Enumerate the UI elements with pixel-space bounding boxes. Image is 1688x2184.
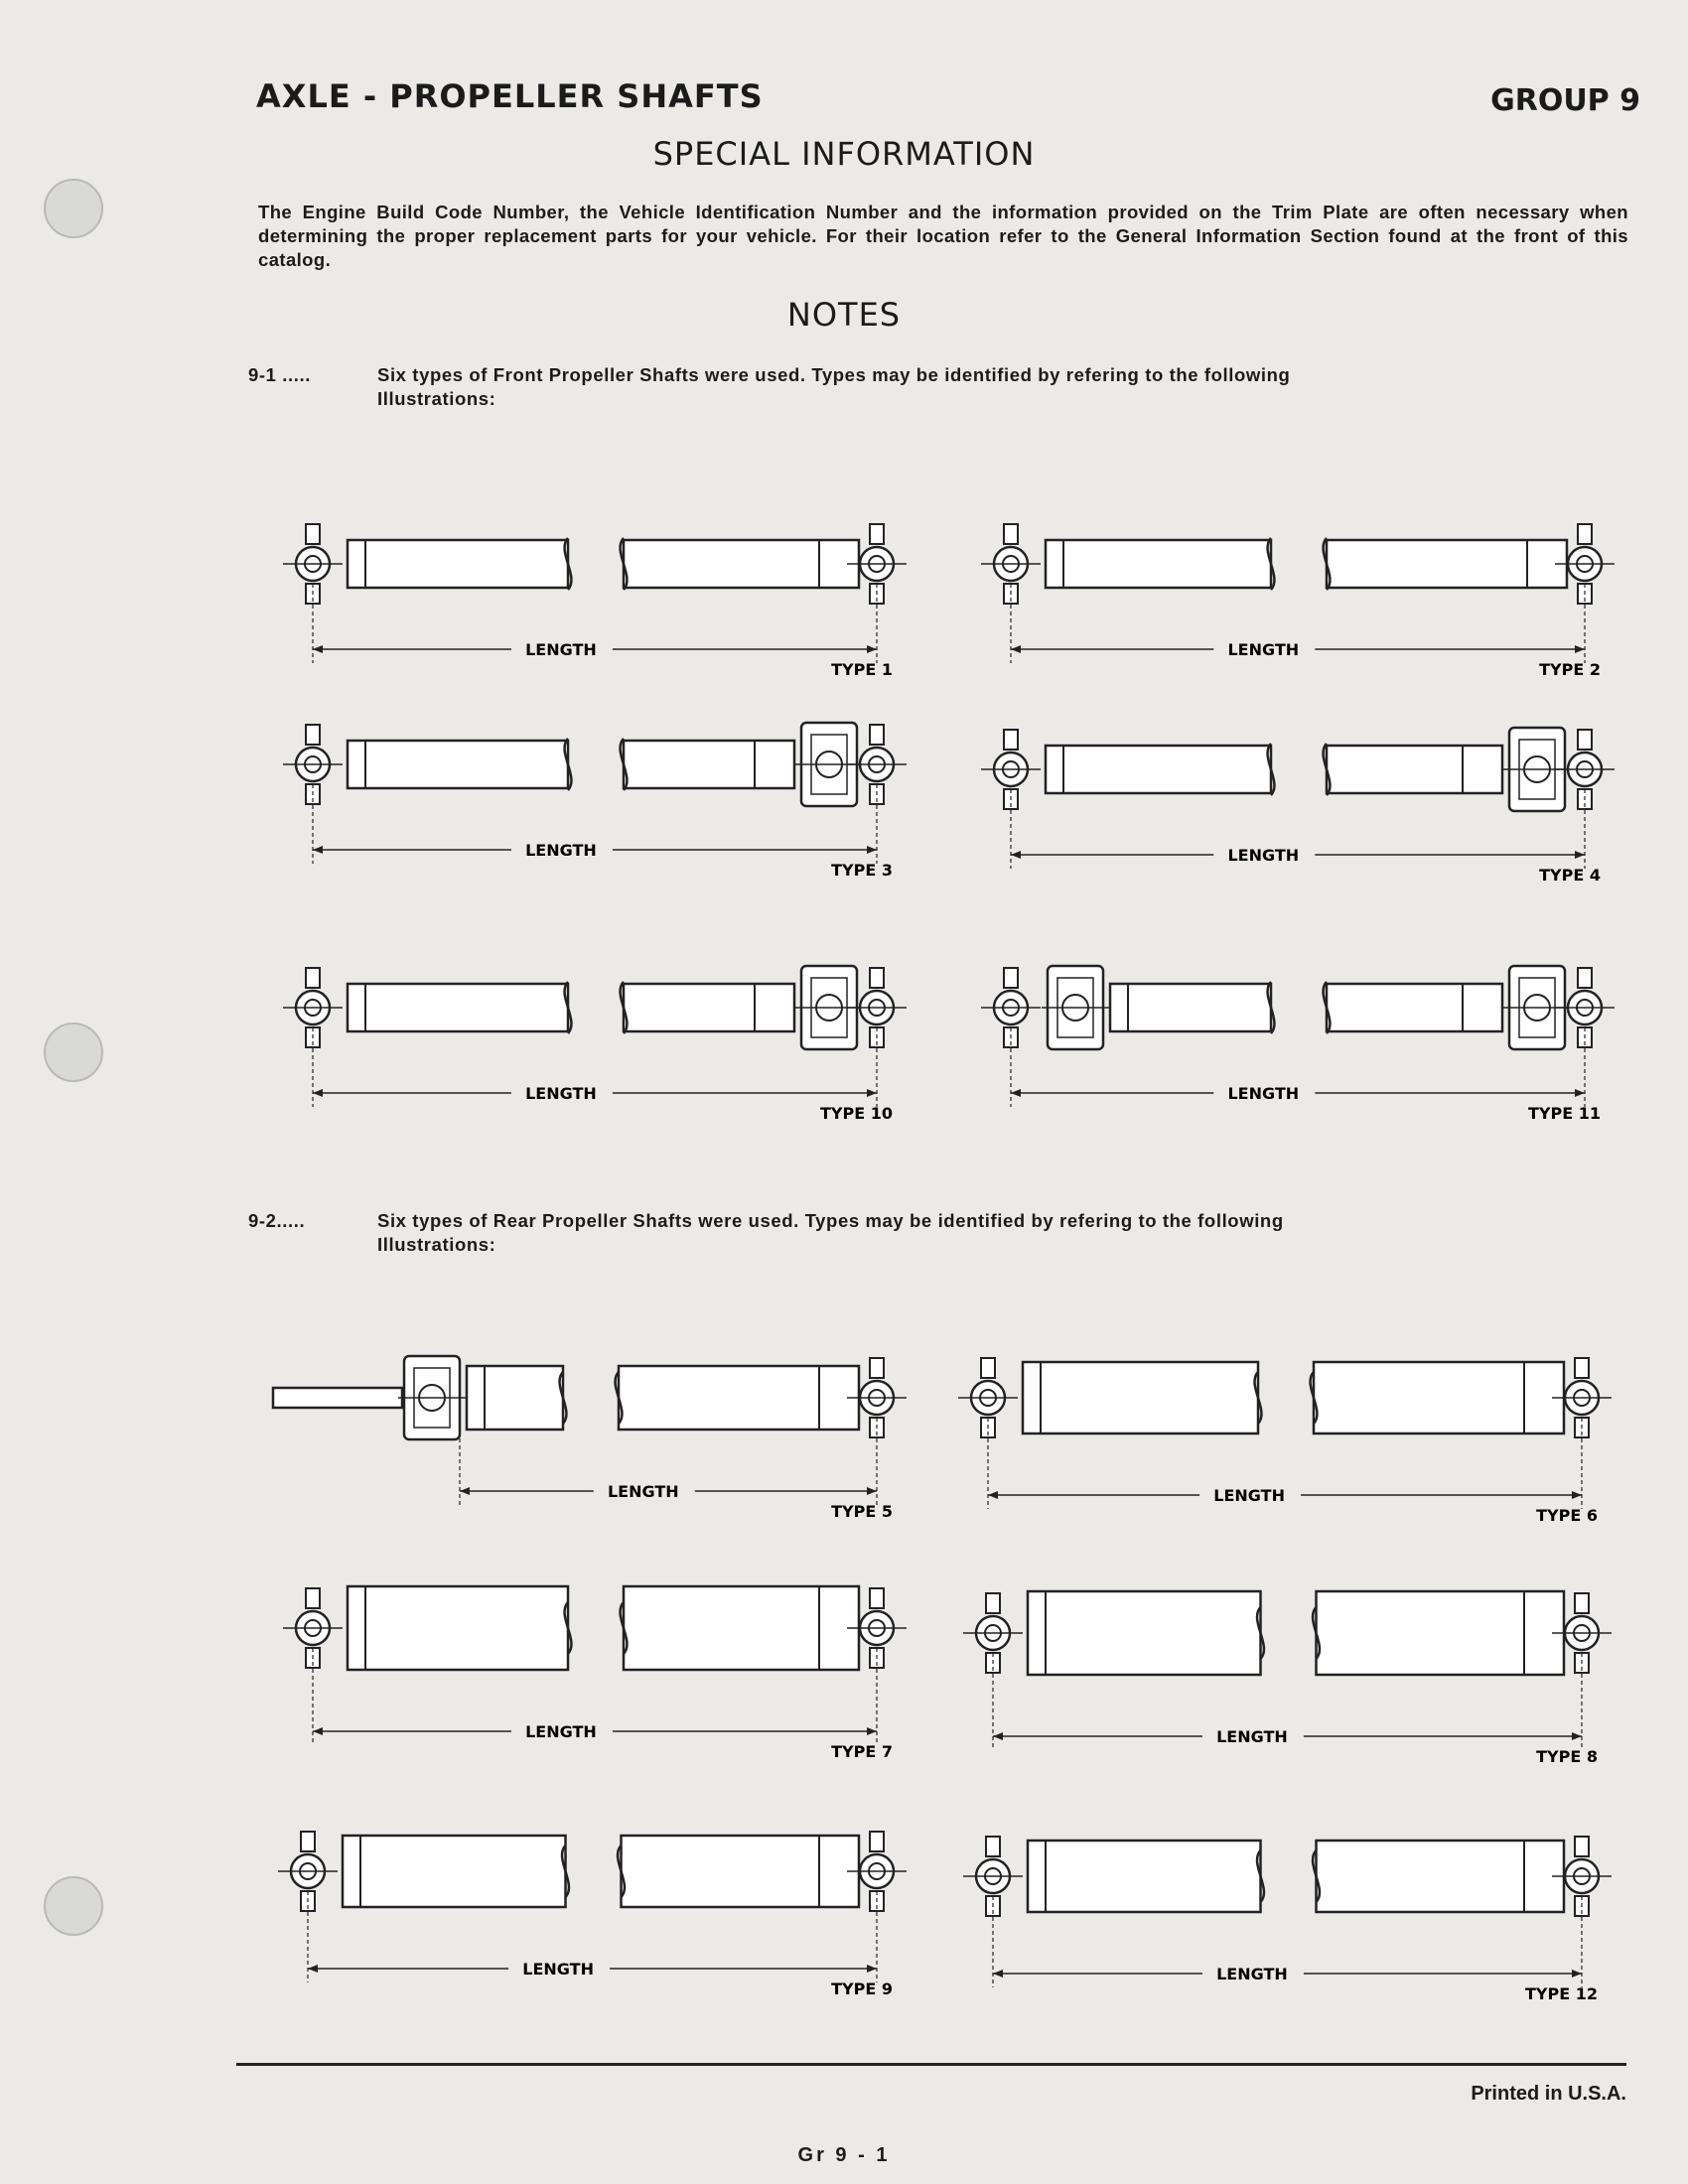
- shaft-figure: [981, 728, 1615, 885]
- type-label: TYPE 4: [1539, 866, 1601, 885]
- length-label: LENGTH: [1216, 1727, 1288, 1746]
- length-label: LENGTH: [525, 1084, 597, 1103]
- group-label: GROUP 9: [1490, 83, 1640, 118]
- length-label: LENGTH: [1227, 1084, 1300, 1103]
- type-label: TYPE 11: [1528, 1104, 1601, 1123]
- note-text-cont: Illustrations:: [377, 1234, 496, 1255]
- shaft-figure: [963, 1837, 1612, 2003]
- note-text: Six types of Front Propeller Shafts were used. Types may be identified by refering to the following: [377, 364, 1291, 385]
- length-label: LENGTH: [525, 640, 597, 659]
- shaft-figure: [981, 524, 1615, 679]
- type-label: TYPE 3: [831, 861, 893, 880]
- note-text-cont: Illustrations:: [377, 388, 496, 409]
- type-label: TYPE 8: [1536, 1747, 1598, 1766]
- note-number: 9-2.....: [248, 1210, 306, 1231]
- shaft-figure: [283, 524, 907, 679]
- type-label: TYPE 7: [831, 1742, 893, 1761]
- type-label: TYPE 6: [1536, 1506, 1598, 1525]
- length-label: LENGTH: [525, 841, 597, 860]
- shaft-figure: [963, 1591, 1612, 1766]
- shaft-figure: [283, 1586, 907, 1761]
- type-label: TYPE 5: [831, 1502, 893, 1521]
- length-label: LENGTH: [1227, 640, 1300, 659]
- length-label: LENGTH: [522, 1960, 594, 1979]
- special-info-title: SPECIAL INFORMATION: [652, 135, 1036, 173]
- footer-rule: [236, 2063, 1626, 2066]
- length-label: LENGTH: [1216, 1965, 1288, 1983]
- note-text: Six types of Rear Propeller Shafts were used. Types may be identified by refering to the following: [377, 1210, 1284, 1231]
- type-label: TYPE 1: [831, 660, 893, 679]
- note-number: 9-1 .....: [248, 364, 311, 385]
- type-label: TYPE 10: [820, 1104, 893, 1123]
- section-title: AXLE - PROPELLER SHAFTS: [256, 77, 764, 115]
- shaft-figure: [273, 1356, 907, 1521]
- page-number: Gr 9 - 1: [797, 2144, 891, 2166]
- shaft-figure: [278, 1832, 907, 1998]
- length-label: LENGTH: [607, 1482, 679, 1501]
- notes-title: NOTES: [786, 296, 902, 334]
- shaft-figure: [958, 1358, 1612, 1525]
- length-label: LENGTH: [1227, 846, 1300, 865]
- shaft-figure: [981, 966, 1615, 1123]
- type-label: TYPE 9: [831, 1979, 893, 1998]
- shaft-figure: [283, 723, 907, 880]
- figure-grid: [273, 524, 1615, 2003]
- printed-in: Printed in U.S.A.: [1471, 2083, 1626, 2105]
- length-label: LENGTH: [525, 1722, 597, 1741]
- length-label: LENGTH: [1213, 1486, 1285, 1505]
- type-label: TYPE 12: [1525, 1984, 1598, 2003]
- type-label: TYPE 2: [1539, 660, 1601, 679]
- special-info-text: The Engine Build Code Number, the Vehicle Identification Number and the information provided on the Trim Plate are often necessary when determining the proper replacement parts for your vehicle. For their location refer to the General Information Section found at the front of this catalog.: [258, 202, 1628, 270]
- shaft-figure: [283, 966, 907, 1123]
